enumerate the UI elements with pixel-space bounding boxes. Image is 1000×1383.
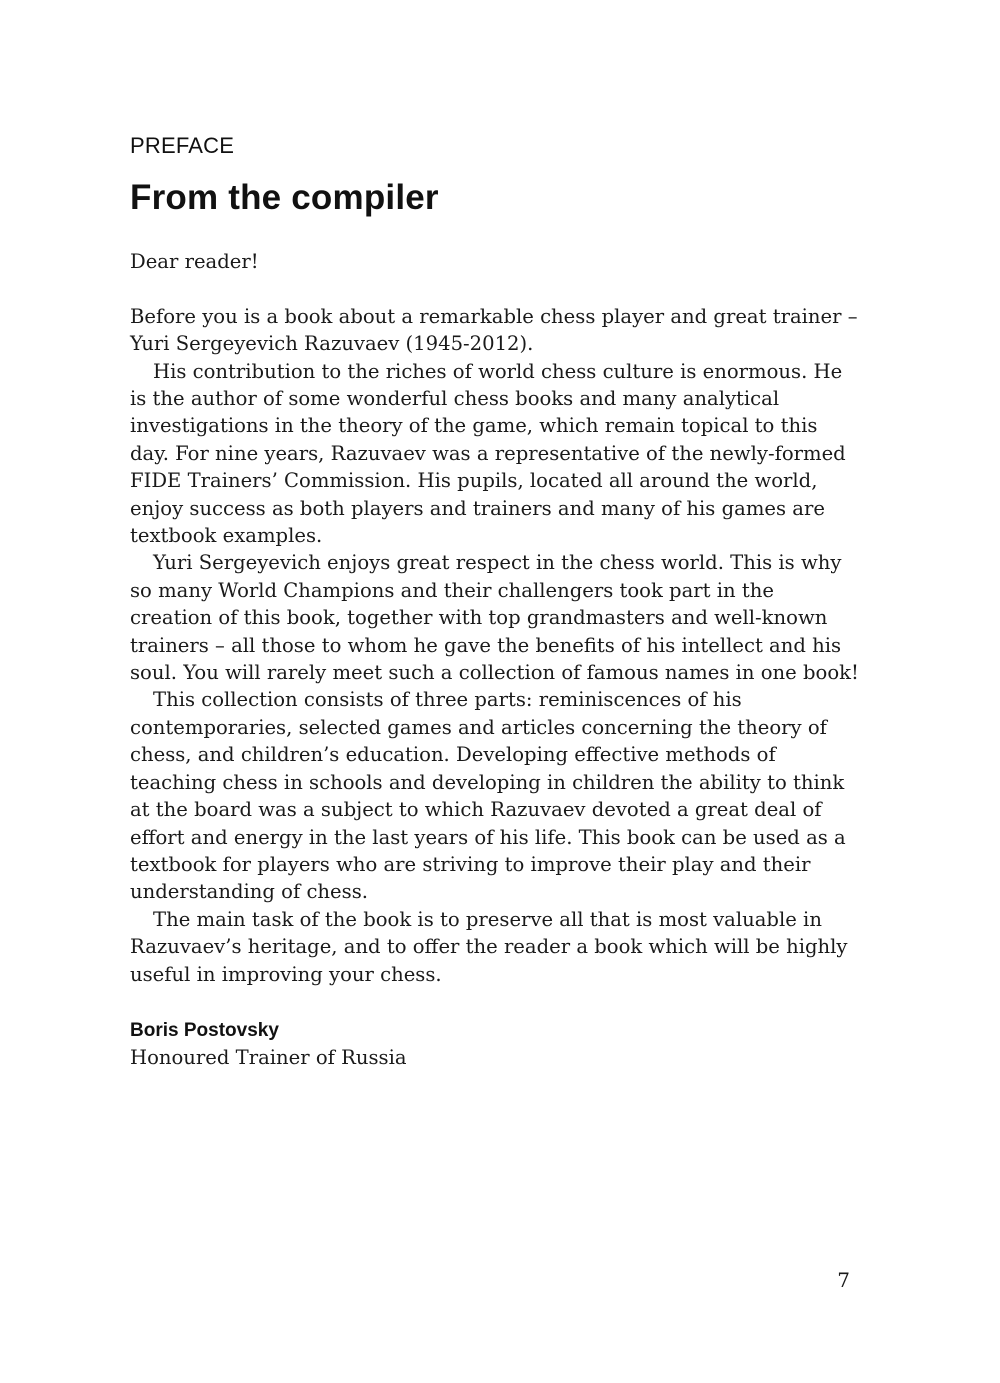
book-page xyxy=(130,0,860,1383)
paragraph: Yuri Sergeyevich enjoys great respect in the chess world. This is why so many World Champions and their challengers took part in the creation of this book, together with top grandmasters and well-known trainers – all those to whom he gave the benefits of his intellect and his soul. You will rarely meet such a collection of famous names in one book! xyxy=(130,551,859,685)
page-number: 7 xyxy=(837,1268,850,1292)
preface-body xyxy=(130,248,860,988)
paragraph: His contribution to the riches of world chess culture is enormous. He is the author of some wonderful chess books and many analytical investigations in the theory of the game, which remain topical to this day. For nine years, Razuvaev was a representative of the newly-formed FIDE Trainers’ Commission. His pupils, located all around the world, enjoy success as both players and trainers and many of his games are textbook examples. xyxy=(130,359,846,548)
author-title: Honoured Trainer of Russia xyxy=(130,1046,407,1069)
greeting: Dear reader! xyxy=(130,250,259,273)
section-label: PREFACE xyxy=(130,133,235,158)
page-title: From the compiler xyxy=(130,178,439,217)
signature-block xyxy=(130,1018,407,1071)
paragraph: Before you is a book about a remarkable chess player and great trainer – Yuri Sergeyevich Razuvaev (1945-2012). xyxy=(130,304,858,356)
paragraph: The main task of the book is to preserve all that is most valuable in Razuvaev’s heritage, and to offer the reader a book which will be highly useful in improving your chess. xyxy=(130,907,848,986)
author-name: Boris Postovsky xyxy=(130,1020,279,1041)
paragraph: This collection consists of three parts: reminiscences of his contemporaries, selected games and articles concerning the theory of chess, and children’s education. Developing effective methods of teaching chess in schools and developing in children the ability to think at the board was a subject to which Razuvaev devoted a great deal of effort and energy in the last years of his life. This book can be used as a textbook for players who are striving to improve their play and their understanding of chess. xyxy=(130,688,846,904)
